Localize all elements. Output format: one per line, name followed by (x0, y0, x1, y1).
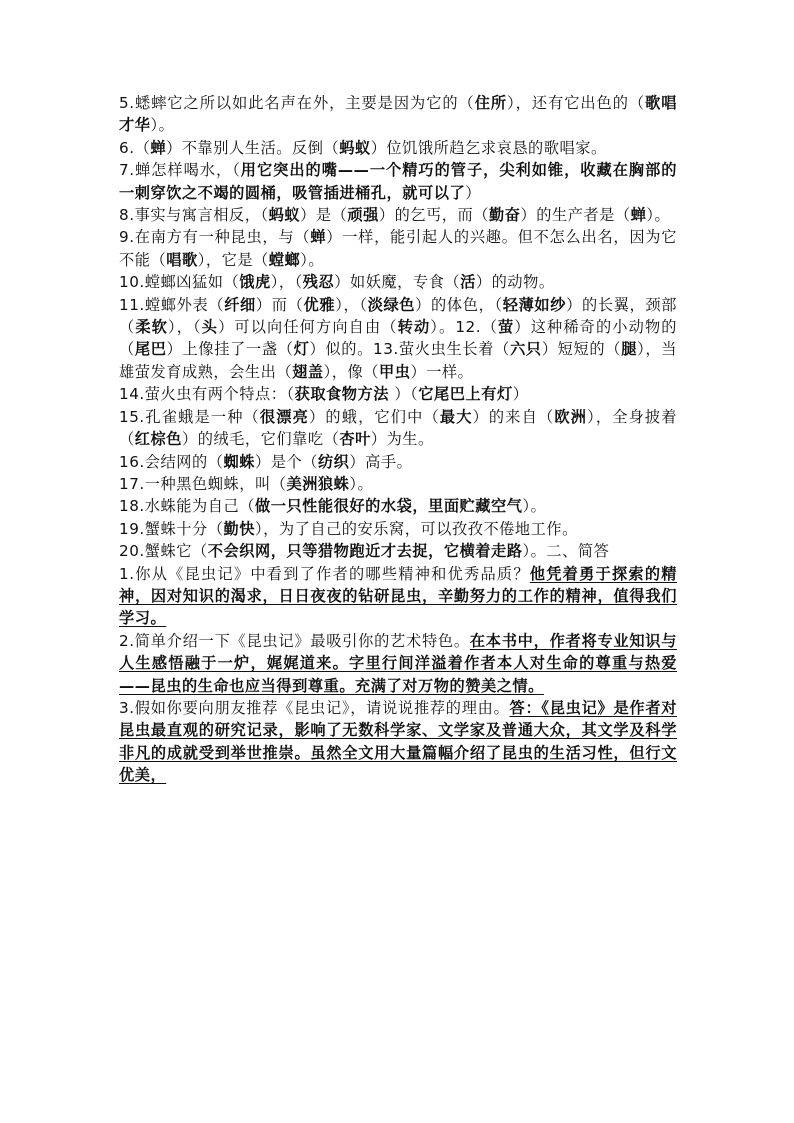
question-text: ），像（ (323, 362, 379, 381)
answer-text: 残忍 (302, 273, 335, 292)
answer-text: 住所 (474, 94, 508, 112)
answer-text: 蚂蚁 (339, 138, 371, 157)
list-item (119, 697, 677, 787)
question-text: ）。 (522, 497, 547, 516)
question-text: ）的动物。 (475, 273, 555, 292)
question-text: ）。 (349, 474, 374, 493)
answer-text: 萤 (498, 318, 515, 337)
question-text: 16.会结网的（ (119, 452, 224, 471)
answer-text: 唱歌 (166, 250, 198, 269)
list-item (119, 540, 677, 562)
answer-text-underlined: 在本书中，作者将专业知识与人生感悟融于一炉，娓娓道来。字里行间洋溢着作者本人对生命的尊重与热爱——昆虫的生命也应当得到尊重。充满了对万物的赞美之情。 (119, 631, 678, 695)
answer-text: 灯 (293, 340, 310, 359)
answer-text: 不会织网，只等猎物跑近才去捉，它横着走路 (207, 542, 523, 561)
answer-text-underlined: 他凭着勇于探索的精神，因对知识的渴求，日日夜夜的钻研昆虫，辛勤努力的工作的精神，值得我们学习。 (119, 564, 677, 628)
question-text: ） (512, 385, 529, 404)
answer-text: 纺织 (317, 452, 350, 471)
question-text: ），全身披着（ (119, 407, 678, 449)
question-text: 5.蟋蟀它之所以如此名声在外，主要是因为它的（ (119, 94, 475, 112)
question-text: ），（ (335, 295, 368, 314)
question-text: 6.（ (119, 138, 151, 157)
question-text: 1.你从《昆虫记》中看到了作者的哪些精神和优秀品质？ (119, 564, 530, 583)
question-text: ）高手。 (349, 452, 413, 471)
list-item (119, 563, 677, 630)
answer-text: 蝉 (630, 206, 647, 225)
question-text: ）而（ (255, 295, 304, 314)
list-item (119, 92, 677, 137)
list-item (119, 271, 677, 293)
question-text: ）不靠别人生活。反倒（ (166, 138, 340, 157)
question-text: ），（ (167, 318, 202, 337)
answer-text: 饿虎 (239, 273, 271, 292)
answer-text: 获取食物方法 (294, 385, 390, 404)
answer-text: 蜘蛛 (223, 452, 255, 471)
question-text: ），为了自己的安乐窝，可以孜孜不倦地工作。 (254, 519, 578, 538)
question-text: ）似的。13.萤火虫生长着（ (309, 340, 511, 359)
answer-text: 做一只性能很好的水袋，里面贮藏空气 (254, 497, 523, 516)
answer-text: 欧洲 (554, 407, 588, 426)
question-text: ）。12.（ (430, 318, 499, 337)
question-text: ）是（ (300, 206, 348, 225)
question-text: ）。 (300, 250, 325, 269)
answer-text: 勤快 (223, 519, 255, 538)
question-text: ）一样，能引起人的兴趣。但不怎么出名，因为它不能（ (119, 228, 677, 269)
answer-text: 尾巴 (134, 340, 167, 359)
document-page (119, 92, 677, 787)
question-text: ）这种稀奇的小动物的（ (119, 318, 678, 359)
answer-text: 很漂亮 (259, 407, 309, 426)
list-item (119, 473, 677, 495)
list-item (119, 518, 677, 540)
answer-text: 歌唱才华 (119, 94, 677, 135)
question-text: ）。二、简答 (522, 542, 610, 561)
question-text: 11.螳螂外表（ (119, 295, 225, 314)
question-text: ）上像挂了一盏（ (166, 340, 294, 359)
list-item (119, 451, 677, 473)
answer-text: 杏叶 (339, 430, 371, 449)
question-text: ）的体色，（ (415, 295, 503, 314)
answer-text: 头 (201, 318, 219, 337)
question-text: ）的蛾，它们中（ (309, 407, 440, 426)
answer-text: 用它突出的嘴——一个精巧的管子，尖利如锥，收藏在胸部的一刺穿饮之不竭的圆桶，吸管插进桶孔，就可以了 (119, 161, 677, 202)
question-text: ）的长翼，颈部（ (119, 295, 678, 337)
question-text: 2.简单介绍一下《昆虫记》最吸引你的艺术特色。 (119, 631, 470, 650)
question-text: ）是个（ (254, 452, 318, 471)
question-text: ），它是（ (197, 250, 269, 269)
answer-text: 甲虫 (378, 362, 411, 381)
question-text: ），还有它出色的（ (507, 94, 646, 112)
question-text: ）（ (389, 385, 419, 404)
list-item (119, 383, 677, 405)
answer-text-underlined: 答：《昆虫记》是作者对昆虫最直观的研究记录，影响了无数科学家、文学家及普通大众，其文学及科学非凡的成就受到举世推崇。虽然全文用大量篇幅介绍了昆虫的生活习性，但行文优美， (119, 698, 677, 785)
question-text: ）为生。 (370, 430, 434, 449)
question-text: 19.蟹蛛十分（ (119, 519, 224, 538)
answer-text: 它尾巴上有灯 (418, 385, 513, 404)
answer-text: 蚂蚁 (268, 206, 301, 225)
answer-text: 红棕色 (134, 430, 182, 449)
answer-text: 最大 (439, 407, 473, 426)
question-text: 10.螳螂凶猛如（ (119, 273, 240, 292)
question-text: 15.孔雀蛾是一种（ (119, 407, 260, 426)
list-item (119, 495, 677, 517)
answer-text: 腿 (621, 340, 638, 359)
answer-text: 轻薄如纱 (502, 295, 567, 314)
list-item (119, 294, 677, 384)
question-text: 14.萤火虫有两个特点：（ (119, 385, 295, 404)
list-item (119, 137, 677, 159)
list-item (119, 406, 677, 451)
answer-text: 顽强 (347, 206, 379, 225)
question-text: 7.蝉怎样喝水，（ (119, 161, 241, 180)
list-item (119, 630, 677, 697)
question-text: ）位饥饿所趋乞求哀恳的歌唱家。 (370, 138, 607, 157)
question-text: ）的乞丐，而（ (378, 206, 489, 225)
question-text: 9.在南方有一种昆虫，与（ (119, 228, 311, 247)
list-item (119, 159, 677, 204)
answer-text: 活 (460, 273, 476, 292)
question-text: 17.一种黑色蜘蛛，叫（ (119, 474, 287, 493)
answer-text: 转动 (397, 318, 431, 337)
question-text: ）一样。 (410, 362, 474, 381)
question-text: ），（ (270, 273, 303, 292)
answer-text: 勤奋 (489, 206, 521, 225)
question-text: ）短短的（ (541, 340, 622, 359)
question-text: ），当雄萤发育成熟，会生出（ (119, 340, 677, 381)
question-text: 8.事实与寓言相反，（ (119, 206, 269, 225)
question-text: ）。 (150, 116, 175, 135)
question-text: 3.假如你要向朋友推荐《昆虫记》，请说说推荐的理由。 (119, 698, 510, 717)
answer-text: 六只 (510, 340, 542, 359)
answer-text: 美洲狼蛛 (286, 474, 350, 493)
question-text: ）的生产者是（ (520, 206, 631, 225)
answer-text: 纤细 (224, 295, 256, 314)
answer-text: 淡绿色 (367, 295, 416, 314)
question-text: ）。 (646, 206, 671, 225)
answer-text: 优雅 (303, 295, 336, 314)
list-item (119, 204, 677, 226)
answer-text: 柔软 (135, 318, 168, 337)
question-text: 20.蟹蛛它（ (119, 542, 208, 561)
question-text: ）的来自（ (472, 407, 555, 426)
answer-text: 翅盖 (292, 362, 324, 381)
question-text: 18.水蛛能为自己（ (119, 497, 255, 516)
answer-text: 蝉 (150, 138, 167, 157)
question-text: ）可以向任何方向自由（ (218, 318, 398, 337)
question-text: ） (465, 183, 481, 202)
list-item (119, 226, 677, 271)
question-text: ）如妖魔，专食（ (334, 273, 461, 292)
answer-text: 螳螂 (268, 250, 301, 269)
answer-text: 蝉 (310, 228, 327, 247)
question-text: ）的绒毛，它们靠吃（ (181, 430, 340, 449)
